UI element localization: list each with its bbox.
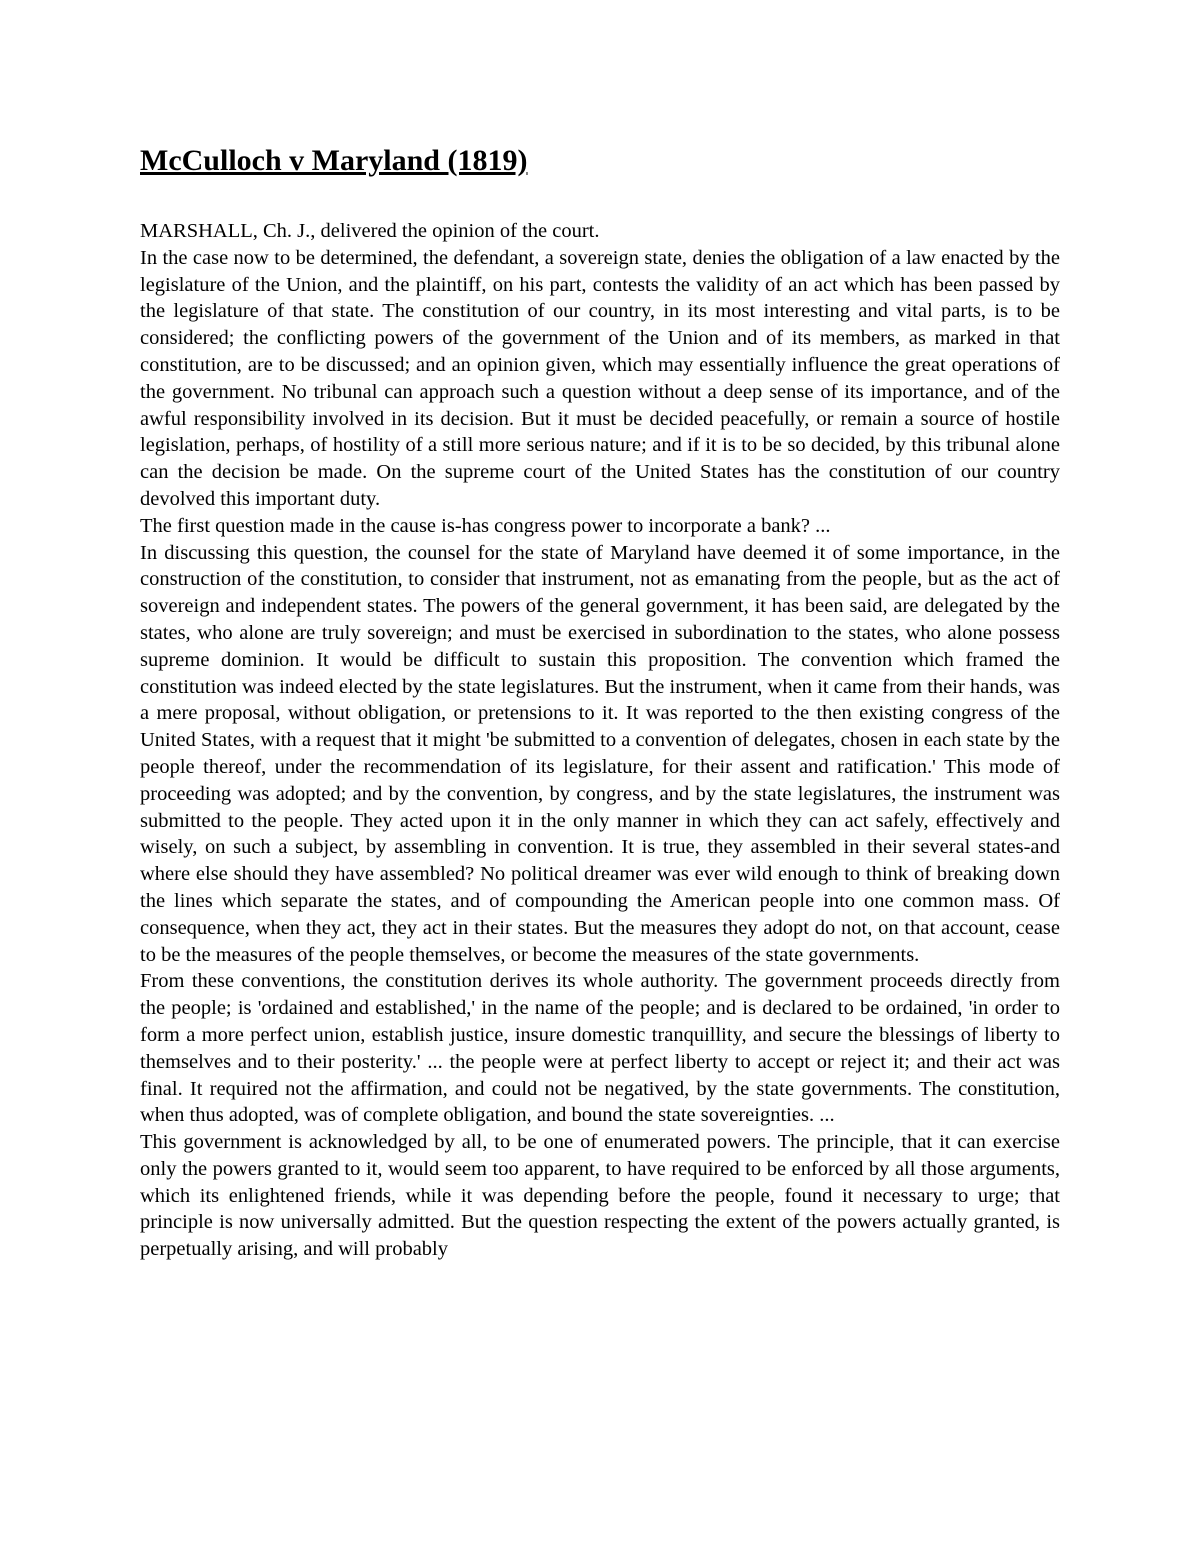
paragraph-enumerated-powers: This government is acknowledged by all, to be one of enumerated powers. The principle, that it can exercise only the powers granted to it, would seem too apparent, to have required to be enforced by all those arguments, which its enlightened friends, while it was depending before the people, found it necessary to urge; that principle is now universally admitted. But the question respecting the extent of the powers actually granted, is perpetually arising, and will probably — [140, 1131, 1060, 1261]
paragraph-maryland-counsel: In discussing this question, the counsel for the state of Maryland have deemed it of some importance, in the construction of the constitution, to consider that instrument, not as emanating from the people, but as the act of sovereign and independent states. The powers of the general government, it has been said, are delegated by the states, who alone are truly sovereign; and must be exercised in subordination to the states, who alone possess supreme dominion. It would be difficult to sustain this proposition. The convention which framed the constitution was indeed elected by the state legislatures. But the instrument, when it came from their hands, was a mere proposal, without obligation, or pretensions to it. It was reported to the then existing congress of the United States, with a request that it might 'be submitted to a convention of delegates, chosen in each state by the people thereof, under the recommendation of its legislature, for their assent and ratification.' This mode of proceeding was adopted; and by the convention, by congress, and by the state legislatures, the instrument was submitted to the people. They acted upon it in the only manner in which they can act safely, effectively and wisely, on such a subject, by assembling in convention. It is true, they assembled in their several states-and where else should they have assembled? No political dreamer was ever wild enough to think of breaking down the lines which separate the states, and of compounding the American people into one common mass. Of consequence, when they act, they act in their states. But the measures they adopt do not, on that account, cease to be the measures of the people themselves, or become the measures of the state governments. — [140, 541, 1060, 966]
paragraph-opinion-intro: MARSHALL, Ch. J., delivered the opinion of the court. — [140, 220, 600, 242]
paragraph-case-overview: In the case now to be determined, the defendant, a sovereign state, denies the obligation of a law enacted by the legislature of the Union, and the plaintiff, on his part, contests the validity of an act which has been passed by the legislature of that state. The constitution of our country, in its most interesting and vital parts, is to be considered; the conflicting powers of the government of the Union and of its members, as marked in that constitution, are to be discussed; and an opinion given, which may essentially influence the great operations of the government. No tribunal can approach such a question without a deep sense of its importance, and of the awful responsibility involved in its decision. But it must be decided peacefully, or remain a source of hostile legislation, perhaps, of hostility of a still more serious nature; and if it is to be so decided, by this tribunal alone can the decision be made. On the supreme court of the United States has the constitution of our country devolved this important duty. — [140, 246, 1060, 510]
document-page — [140, 138, 1060, 1263]
paragraph-first-question: The first question made in the cause is-has congress power to incorporate a bank? ... — [140, 514, 831, 537]
paragraph-conventions: From these conventions, the constitution derives its whole authority. The government proceeds directly from the people; is 'ordained and established,' in the name of the people; and is declared to be ordained, 'in order to form a more perfect union, establish justice, insure domestic tranquillity, and secure the blessings of liberty to themselves and to their posterity.' ... the people were at perfect liberty to accept or reject it; and their act was final. It required not the affirmation, and could not be negatived, by the state governments. The constitution, when thus adopted, was of complete obligation, and bound the state sovereignties. ... — [140, 970, 1060, 1127]
document-title: McCulloch v Maryland (1819) — [140, 144, 528, 177]
